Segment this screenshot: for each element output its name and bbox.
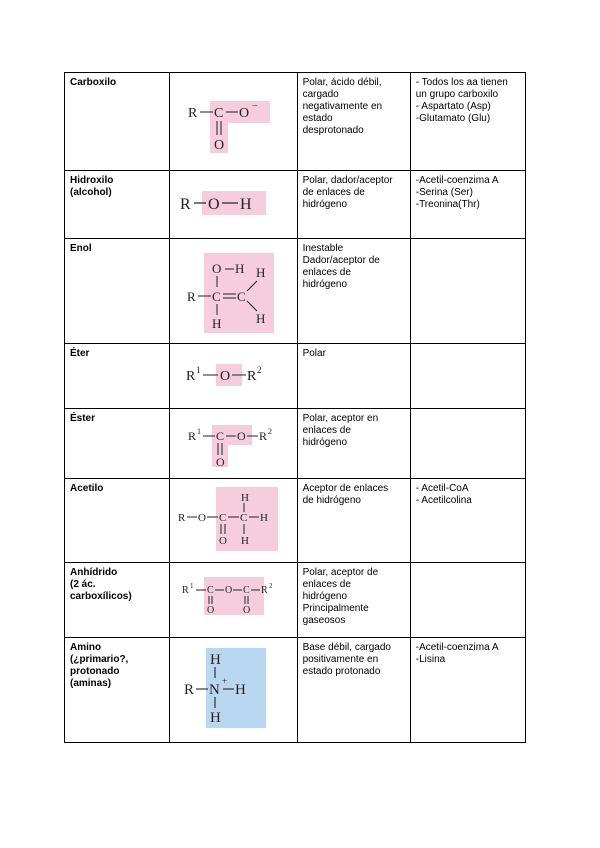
structure-cell <box>169 638 297 743</box>
svg-text:H: H <box>209 710 221 726</box>
svg-text:−: − <box>251 101 258 112</box>
group-name: Amino (¿primario?, protonado (aminas) <box>65 638 170 743</box>
svg-text:R: R <box>181 585 189 596</box>
properties-cell: Polar, aceptor en enlaces de hidrógeno <box>297 409 410 479</box>
svg-text:O: O <box>224 585 233 596</box>
svg-text:1: 1 <box>196 427 201 436</box>
hydroxyl-structure-diagram <box>170 171 292 237</box>
table-row <box>65 409 526 479</box>
svg-text:R: R <box>258 429 267 443</box>
properties-cell: Polar <box>297 344 410 409</box>
svg-text:N: N <box>208 682 220 698</box>
table-row <box>65 73 526 171</box>
structure-cell <box>169 563 297 638</box>
group-name: Hidroxilo (alcohol) <box>65 171 170 239</box>
svg-text:O: O <box>213 138 224 153</box>
amino-structure-diagram <box>170 638 292 741</box>
examples-cell <box>410 409 525 479</box>
group-name: Éster <box>65 409 170 479</box>
group-name: Carboxilo <box>65 73 170 171</box>
svg-text:R: R <box>246 369 257 384</box>
svg-text:C: C <box>215 429 224 443</box>
svg-text:H: H <box>234 682 246 698</box>
svg-text:1: 1 <box>195 365 201 375</box>
svg-text:R: R <box>185 369 196 384</box>
examples-cell <box>410 239 525 344</box>
examples-cell <box>410 563 525 638</box>
svg-text:O: O <box>206 605 215 616</box>
svg-text:O: O <box>238 106 249 121</box>
svg-text:H: H <box>255 265 266 280</box>
svg-text:O: O <box>207 196 220 213</box>
svg-text:R: R <box>177 512 186 524</box>
svg-text:H: H <box>255 311 266 326</box>
examples-cell <box>410 344 525 409</box>
ether-structure-diagram <box>170 344 292 407</box>
examples-cell: -Acetil-coenzima A -Lisina <box>410 638 525 743</box>
svg-text:O: O <box>197 512 206 524</box>
svg-text:C: C <box>239 512 248 524</box>
svg-text:R: R <box>260 585 268 596</box>
svg-text:H: H <box>240 492 249 504</box>
structure-cell <box>169 171 297 239</box>
svg-text:R: R <box>183 682 194 698</box>
svg-text:R: R <box>186 289 196 304</box>
group-name: Acetilo <box>65 479 170 563</box>
svg-text:O: O <box>236 429 246 443</box>
svg-text:H: H <box>234 261 245 276</box>
structure-cell <box>169 73 297 171</box>
properties-cell: Polar, dador/aceptor de enlaces de hidrógeno <box>297 171 410 239</box>
svg-text:R: R <box>187 429 196 443</box>
svg-text:H: H <box>211 316 222 331</box>
svg-text:O: O <box>211 261 222 276</box>
svg-text:C: C <box>211 289 221 304</box>
structure-cell <box>169 479 297 563</box>
table-row <box>65 479 526 563</box>
svg-text:H: H <box>209 652 221 668</box>
table-row <box>65 638 526 743</box>
svg-text:C: C <box>218 512 227 524</box>
structure-cell <box>169 239 297 344</box>
table-row <box>65 239 526 344</box>
group-name: Éter <box>65 344 170 409</box>
svg-text:O: O <box>242 605 251 616</box>
svg-text:O: O <box>215 455 225 469</box>
svg-text:R: R <box>179 196 191 213</box>
svg-text:O: O <box>219 369 230 384</box>
ester-structure-diagram <box>170 409 292 477</box>
svg-text:C: C <box>236 289 246 304</box>
table-row <box>65 344 526 409</box>
table-row <box>65 563 526 638</box>
svg-text:2: 2 <box>256 365 262 375</box>
table-row <box>65 171 526 239</box>
svg-text:2: 2 <box>267 427 272 436</box>
properties-cell: Aceptor de enlaces de hidrógeno <box>297 479 410 563</box>
structure-cell <box>169 344 297 409</box>
structure-cell <box>169 409 297 479</box>
functional-groups-table <box>64 72 526 743</box>
examples-cell: -Acetil-coenzima A -Serina (Ser) -Treonina(Thr) <box>410 171 525 239</box>
svg-text:+: + <box>221 676 227 686</box>
svg-text:C: C <box>242 585 250 596</box>
svg-text:H: H <box>239 196 252 213</box>
properties-cell: Polar, aceptor de enlaces de hidrógeno Principalmente gaseosos <box>297 563 410 638</box>
svg-text:O: O <box>218 535 227 547</box>
examples-cell: - Todos los aa tienen un grupo carboxilo - Aspartato (Asp) -Glutamato (Glu) <box>410 73 525 171</box>
svg-text:2: 2 <box>268 582 273 590</box>
svg-text:H: H <box>259 512 268 524</box>
svg-text:H: H <box>240 535 249 547</box>
properties-cell: Base débil, cargado positivamente en estado protonado <box>297 638 410 743</box>
svg-text:1: 1 <box>189 582 194 590</box>
examples-cell: - Acetil-CoA - Acetilcolina <box>410 479 525 563</box>
svg-text:R: R <box>187 106 198 121</box>
anhydride-structure-diagram <box>170 563 292 636</box>
properties-cell: Polar, ácido débil, cargado negativamente en estado desprotonado <box>297 73 410 171</box>
properties-cell: Inestable Dador/aceptor de enlaces de hidrógeno <box>297 239 410 344</box>
enol-structure-diagram <box>170 239 292 342</box>
acetyl-structure-diagram <box>170 479 292 561</box>
group-name: Enol <box>65 239 170 344</box>
carboxyl-structure-diagram <box>170 73 292 169</box>
group-name: Anhídrido (2 ác. carboxílicos) <box>65 563 170 638</box>
svg-text:C: C <box>206 585 214 596</box>
svg-text:C: C <box>213 106 224 121</box>
